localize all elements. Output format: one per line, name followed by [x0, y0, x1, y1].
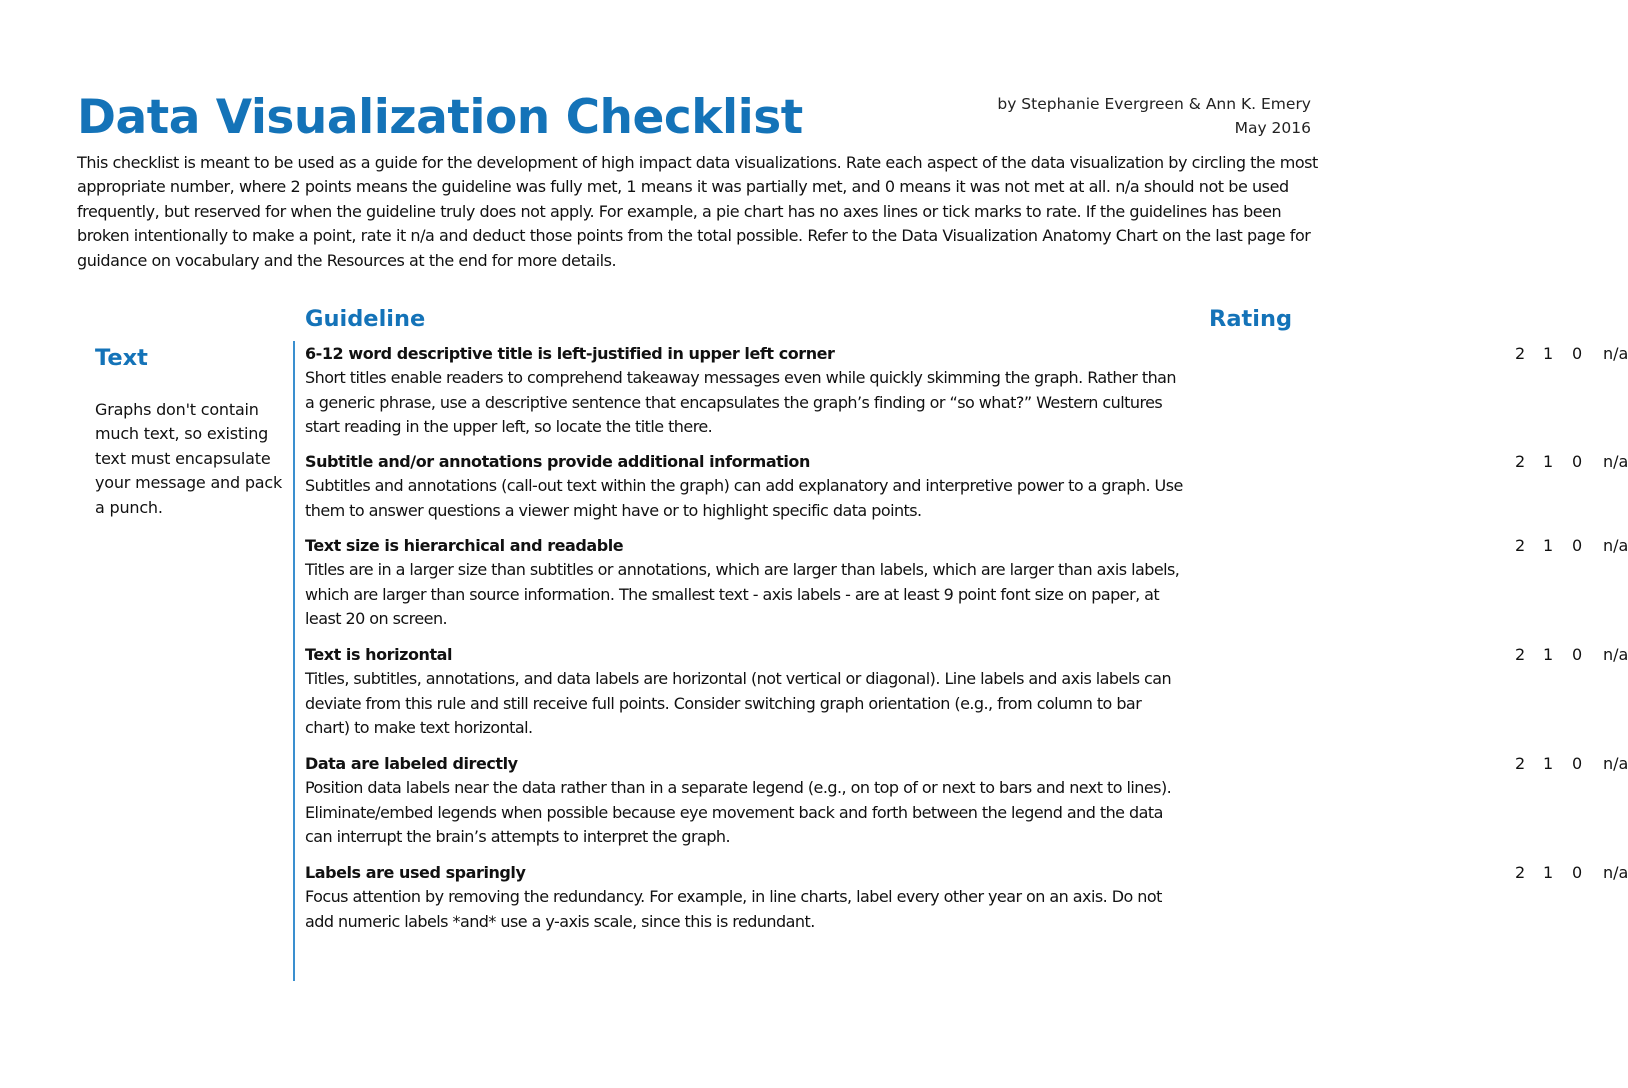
rating-2[interactable]: 2: [1515, 536, 1526, 555]
section-title: Text: [95, 345, 148, 371]
guideline-item: [305, 534, 1628, 632]
rating-column-header: Rating: [1209, 306, 1293, 332]
rating-na[interactable]: n/a: [1603, 645, 1628, 664]
guideline-column-header: Guideline: [305, 306, 426, 332]
rating-1[interactable]: 1: [1543, 344, 1554, 363]
rating-1[interactable]: 1: [1543, 863, 1554, 882]
guideline-description: Focus attention by removing the redundancy. For example, in line charts, label every other year on an axis. Do not add numeric labels *and* use a y-axis scale, since this is redundant.: [305, 887, 1162, 931]
guideline-heading: Text is horizontal: [305, 645, 453, 664]
rating-1[interactable]: 1: [1543, 645, 1554, 664]
guideline-heading: Labels are used sparingly: [305, 863, 526, 882]
rating-1[interactable]: 1: [1543, 536, 1554, 555]
guideline-description: Short titles enable readers to comprehend takeaway messages even while quickly skimming the graph. Rather than a generic phrase, use a descriptive sentence that encapsulates the graph’s finding or “so what?” Western cultures start reading in the upper left, so locate the title there.: [305, 368, 1177, 437]
rating-0[interactable]: 0: [1572, 536, 1583, 555]
guideline-heading: Subtitle and/or annotations provide additional information: [305, 452, 810, 471]
section-divider: [293, 341, 295, 981]
publication-date: May 2016: [1234, 119, 1311, 137]
rating-1[interactable]: 1: [1543, 754, 1554, 773]
intro-paragraph: This checklist is meant to be used as a guide for the development of high impact data visualizations. Rate each aspect of the data visualization by circling the most appropriate number, where 2 points means the guideline was fully met, 1 means it was partially met, and 0 means it was not met at all. n/a should not be used frequently, but reserved for when the guideline truly does not apply. For example, a pie chart has no axes lines or tick marks to rate. If the guidelines has been broken intentionally to make a point, rate it n/a and deduct those points from the total possible. Refer to the Data Visualization Anatomy Chart on the last page for guidance on vocabulary and the Resources at the end for more details.: [77, 153, 1318, 270]
rating-na[interactable]: n/a: [1603, 863, 1628, 882]
guideline-heading: Data are labeled directly: [305, 754, 518, 773]
rating-na[interactable]: n/a: [1603, 452, 1628, 471]
guideline-description: Titles are in a larger size than subtitles or annotations, which are larger than labels, which are larger than axis labels, which are larger than source information. The smallest text - axis labels - are at least 9 point font size on paper, at least 20 on screen.: [305, 560, 1180, 629]
rating-na[interactable]: n/a: [1603, 344, 1628, 363]
rating-0[interactable]: 0: [1572, 344, 1583, 363]
rating-0[interactable]: 0: [1572, 645, 1583, 664]
rating-2[interactable]: 2: [1515, 754, 1526, 773]
rating-2[interactable]: 2: [1515, 645, 1526, 664]
authors: by Stephanie Evergreen & Ann K. Emery: [997, 95, 1311, 113]
guideline-description: Position data labels near the data rather than in a separate legend (e.g., on top of or next to bars and next to lines). Eliminate/embed legends when possible because eye movement back and forth between the legend and the data can interrupt the brain’s attempts to interpret the graph.: [305, 778, 1172, 847]
section-description: Graphs don't contain much text, so existing text must encapsulate your message and pack a punch.: [95, 400, 283, 517]
guideline-item: [305, 643, 1628, 741]
rating-na[interactable]: n/a: [1603, 536, 1628, 555]
rating-2[interactable]: 2: [1515, 344, 1526, 363]
rating-1[interactable]: 1: [1543, 452, 1554, 471]
guideline-heading: 6-12 word descriptive title is left-justified in upper left corner: [305, 344, 835, 363]
rating-2[interactable]: 2: [1515, 863, 1526, 882]
page-title: Data Visualization Checklist: [77, 90, 803, 145]
byline: [997, 92, 1311, 140]
guideline-item: [305, 752, 1628, 850]
guideline-item: [305, 342, 1628, 440]
rating-0[interactable]: 0: [1572, 863, 1583, 882]
guideline-description: Titles, subtitles, annotations, and data labels are horizontal (not vertical or diagonal). Line labels and axis labels can deviate from this rule and still receive full points. Consider switching graph orientation (e.g., from column to bar chart) to make text horizontal.: [305, 669, 1172, 738]
guideline-description: Subtitles and annotations (call-out text within the graph) can add explanatory and interpretive power to a graph. Use them to answer questions a viewer might have or to highlight specific data points.: [305, 476, 1183, 520]
rating-na[interactable]: n/a: [1603, 754, 1628, 773]
rating-0[interactable]: 0: [1572, 452, 1583, 471]
rating-0[interactable]: 0: [1572, 754, 1583, 773]
rating-2[interactable]: 2: [1515, 452, 1526, 471]
guideline-heading: Text size is hierarchical and readable: [305, 536, 624, 555]
guideline-item: [305, 450, 1628, 523]
guideline-item: [305, 861, 1628, 934]
